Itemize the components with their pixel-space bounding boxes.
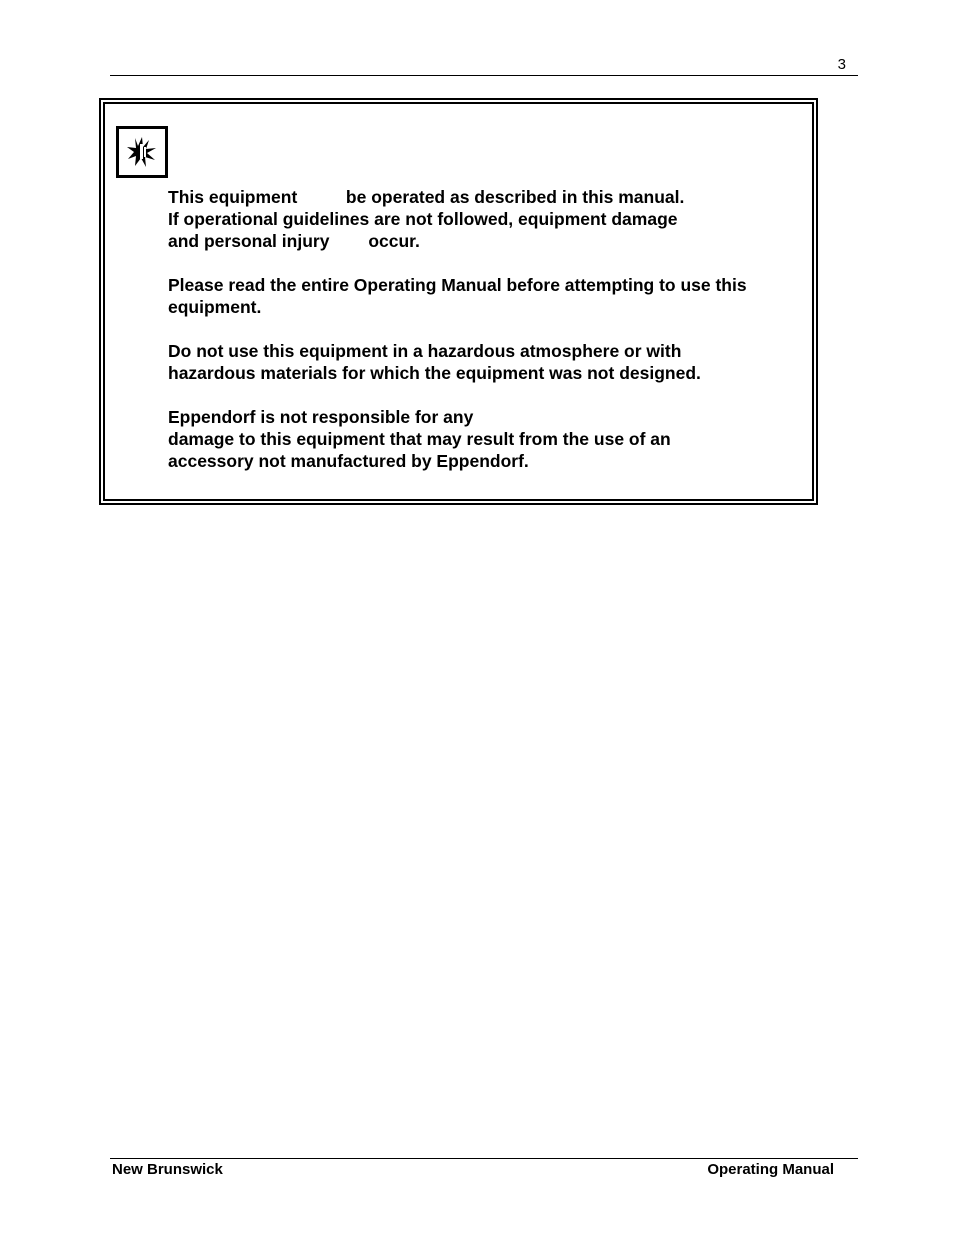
- notice-paragraph-1: [168, 186, 798, 252]
- footer-rule: [110, 1158, 858, 1159]
- notice-line: and personal injury occur.: [168, 231, 420, 251]
- header-rule: [110, 75, 858, 76]
- notice-line: Eppendorf is not responsible for any: [168, 407, 474, 427]
- notice-paragraph-3: [168, 340, 798, 384]
- notice-line: Please read the entire Operating Manual before attempting to use this: [168, 275, 747, 295]
- notice-paragraph-4: [168, 406, 798, 472]
- notice-line: equipment.: [168, 297, 262, 317]
- warning-symbol-icon: [116, 126, 168, 178]
- notice-line: hazardous materials for which the equipment was not designed.: [168, 363, 701, 383]
- burst-glyph: [125, 135, 159, 169]
- footer-company: New Brunswick: [112, 1161, 223, 1178]
- notice-line: damage to this equipment that may result from the use of an: [168, 429, 671, 449]
- notice-line: Do not use this equipment in a hazardous atmosphere or with: [168, 341, 682, 361]
- notice-line: If operational guidelines are not followed, equipment damage: [168, 209, 678, 229]
- footer-document-title: Operating Manual: [707, 1161, 834, 1178]
- notice-paragraph-2: [168, 274, 798, 318]
- notice-line: accessory not manufactured by Eppendorf.: [168, 451, 529, 471]
- notice-text: [168, 186, 798, 494]
- page-number: 3: [837, 56, 846, 73]
- notice-line: This equipment be operated as described in this manual.: [168, 187, 685, 207]
